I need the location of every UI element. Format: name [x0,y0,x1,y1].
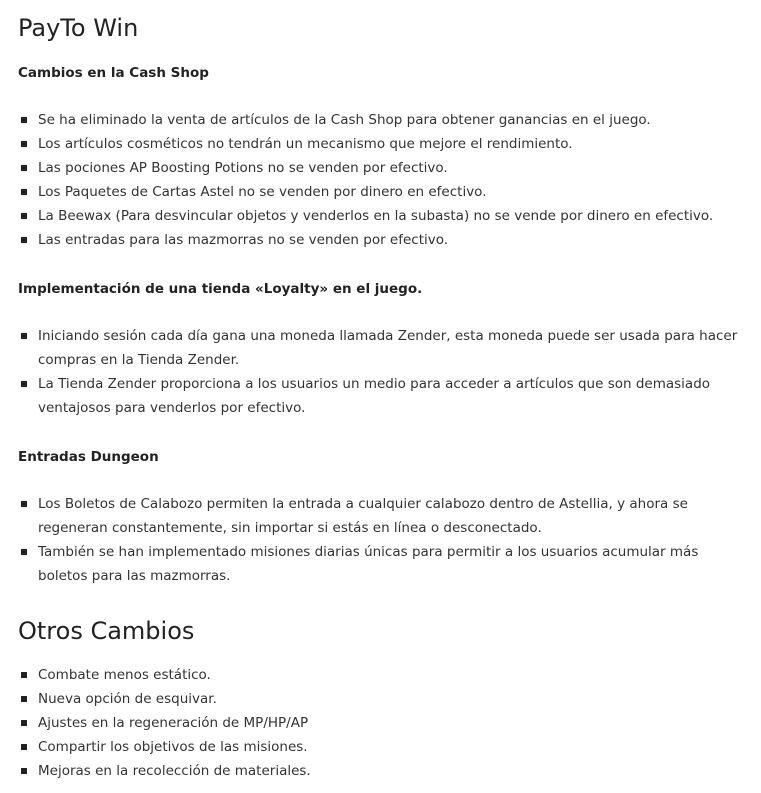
list-item: También se han implementado misiones diarias únicas para permitir a los usuarios acumular más boletos para las mazmorras. [18,540,751,588]
list-item: Compartir los objetivos de las misiones. [18,735,751,759]
list-item: Se ha eliminado la venta de artículos de la Cash Shop para obtener ganancias en el juego. [18,108,751,132]
list-item: Las entradas para las mazmorras no se venden por efectivo. [18,228,751,252]
subheading-loyalty-store: Implementación de una tienda «Loyalty» en el juego. [18,281,423,297]
list-item: Los Paquetes de Cartas Astel no se venden por dinero en efectivo. [18,180,751,204]
list-item: La Tienda Zender proporciona a los usuarios un medio para acceder a artículos que son demasiado ventajosos para venderlos por efectivo. [18,372,751,420]
list-item: Las pociones AP Boosting Potions no se venden por efectivo. [18,156,751,180]
subheading-cash-shop: Cambios en la Cash Shop [18,65,209,81]
other-changes-list [18,663,751,783]
list-item: Iniciando sesión cada día gana una moneda llamada Zender, esta moneda puede ser usada para hacer compras en la Tienda Zender. [18,324,751,372]
list-item: Nueva opción de esquivar. [18,687,751,711]
list-item: Los artículos cosméticos no tendrán un mecanismo que mejore el rendimiento. [18,132,751,156]
list-item: Ajustes en la regeneración de MP/HP/AP [18,711,751,735]
list-item: Los Boletos de Calabozo permiten la entrada a cualquier calabozo dentro de Astellia, y ahora se regeneran constantemente, sin importar si estás en línea o desconectado. [18,492,751,540]
section-title-payto-win: PayTo Win [18,14,139,42]
list-item: La Beewax (Para desvincular objetos y venderlos en la subasta) no se vende por dinero en efectivo. [18,204,751,228]
list-item: Combate menos estático. [18,663,751,687]
list-item: Mejoras en la recolección de materiales. [18,759,751,783]
section-title-otros-cambios: Otros Cambios [18,617,195,645]
dungeon-entries-list [18,492,751,588]
subheading-dungeon-entries: Entradas Dungeon [18,449,159,465]
cash-shop-list [18,108,751,252]
loyalty-store-list [18,324,751,420]
